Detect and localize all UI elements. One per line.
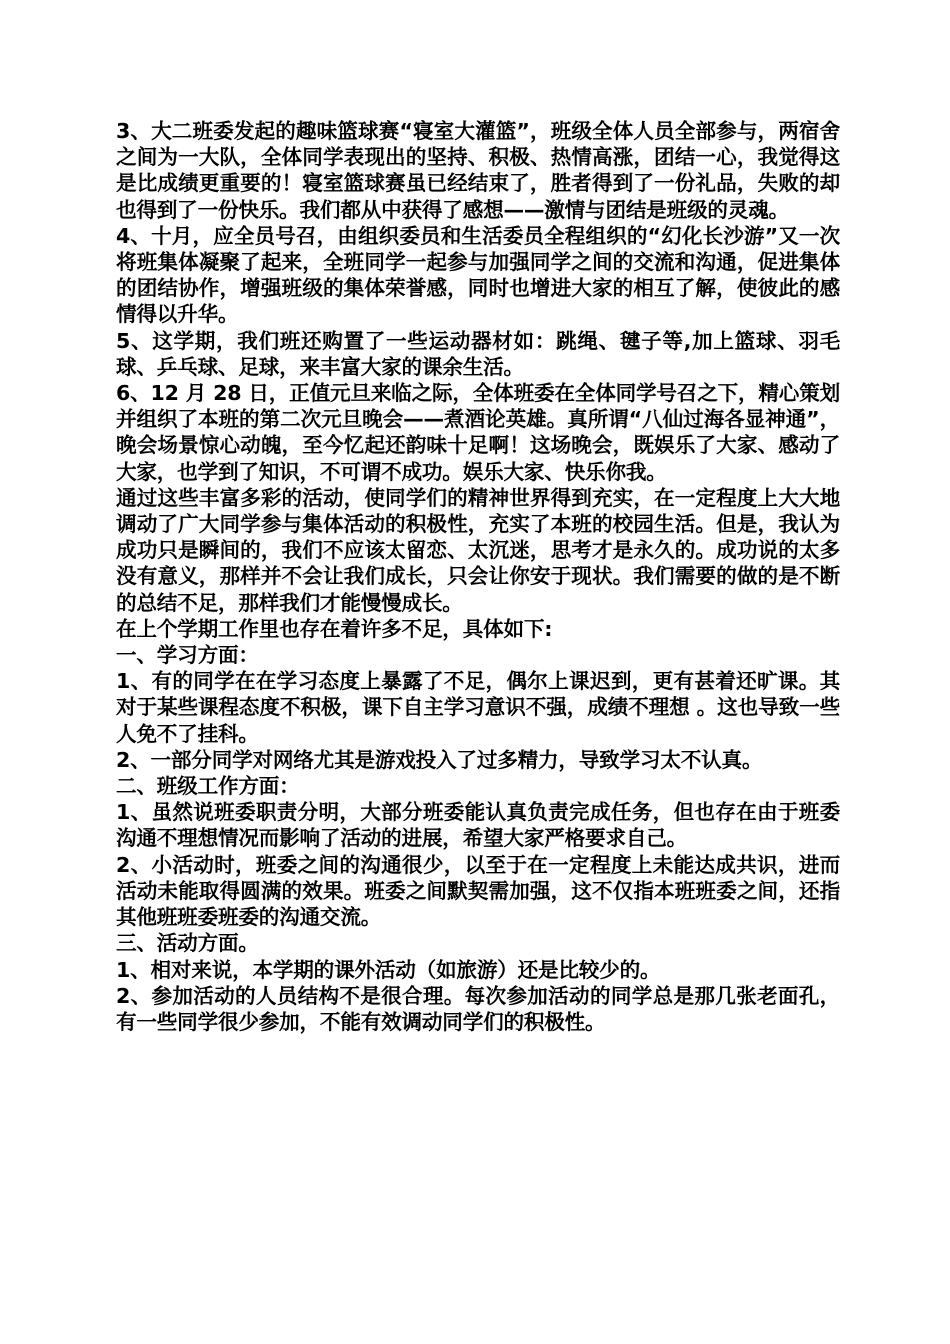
document-body <box>116 118 840 1035</box>
section-heading-study: 一、学习方面： <box>116 643 259 668</box>
paragraph-class-work-item-2: 2、小活动时，班委之间的沟通很少，以至于在一定程度上未能达成共识，进而活动未能取得圆满的效果。班委之间默契需加强，这不仅指本班班委之间，还指其他班班委班委的沟通交流。 <box>116 852 840 930</box>
section-heading-class-work: 二、班级工作方面： <box>116 774 300 799</box>
paragraph-shortcomings-intro: 在上个学期工作里也存在着许多不足，具体如下: <box>116 616 553 641</box>
paragraph-sports-equipment: 5、这学期，我们班还购置了一些运动器材如：跳绳、毽子等,加上篮球、羽毛球、乒乓球、足球，来丰富大家的课余生活。 <box>116 328 840 379</box>
paragraph-changsha-trip: 4、十月，应全员号召，由组织委员和生活委员全程组织的“幻化长沙游”又一次将班集体凝聚了起来，全班同学一起参与加强同学之间的交流和沟通，促进集体的团结协作，增强班级的集体荣誉感，同时也增进大家的相互了解，使彼此的感情得以升华。 <box>116 223 840 327</box>
paragraph-basketball-event: 3、大二班委发起的趣味篮球赛“寝室大灌篮”，班级全体人员全部参与，两宿舍之间为一大队，全体同学表现出的坚持、积极、热情高涨，团结一心，我觉得这是比成绩更重要的！寝室篮球赛虽已经结束了，胜者得到了一份礼品，失败的却也得到了一份快乐。我们都从中获得了感想——激情与团结是班级的灵魂。 <box>116 119 840 222</box>
paragraph-activities-summary: 通过这些丰富多彩的活动，使同学们的精神世界得到充实，在一定程度上大大地调动了广大同学参与集体活动的积极性，充实了本班的校园生活。但是，我认为成功只是瞬间的，我们不应该太留恋、太沉迷，思考才是永久的。成功说的太多没有意义，那样并不会让我们成长，只会让你安于现状。我们需要的做的是不断的总结不足，那样我们才能慢慢成长。 <box>116 485 840 615</box>
paragraph-study-item-1: 1、有的同学在在学习态度上暴露了不足，偶尔上课迟到，更有甚着还旷课。其对于某些课程态度不积极，课下自主学习意识不强，成绩不理想 。这也导致一些人免不了挂科。 <box>116 669 840 746</box>
paragraph-activities-item-1: 1、相对来说，本学期的课外活动（如旅游）还是比较少的。 <box>116 957 661 982</box>
paragraph-class-work-item-1: 1、虽然说班委职责分明，大部分班委能认真负责完成任务，但也存在由于班委沟通不理想情况而影响了活动的进展，希望大家严格要求自己。 <box>116 800 840 851</box>
paragraph-activities-item-2: 2、参加活动的人员结构不是很合理。每次参加活动的同学总是那几张老面孔，有一些同学很少参加，不能有效调动同学们的积极性。 <box>116 983 840 1034</box>
section-heading-activities: 三、活动方面。 <box>116 931 259 956</box>
paragraph-new-year-party: 6、12 月 28 日，正值元旦来临之际，全体班委在全体同学号召之下，精心策划并组织了本班的第二次元旦晚会——煮酒论英雄。真所谓“八仙过海各显神通”，晚会场景惊心动魄，至今忆起还韵味十足啊！这场晚会，既娱乐了大家、感动了大家，也学到了知识，不可谓不成功。娱乐大家、快乐你我。 <box>116 381 840 484</box>
paragraph-study-item-2: 2、一部分同学对网络尤其是游戏投入了过多精力，导致学习太不认真。 <box>116 747 763 772</box>
